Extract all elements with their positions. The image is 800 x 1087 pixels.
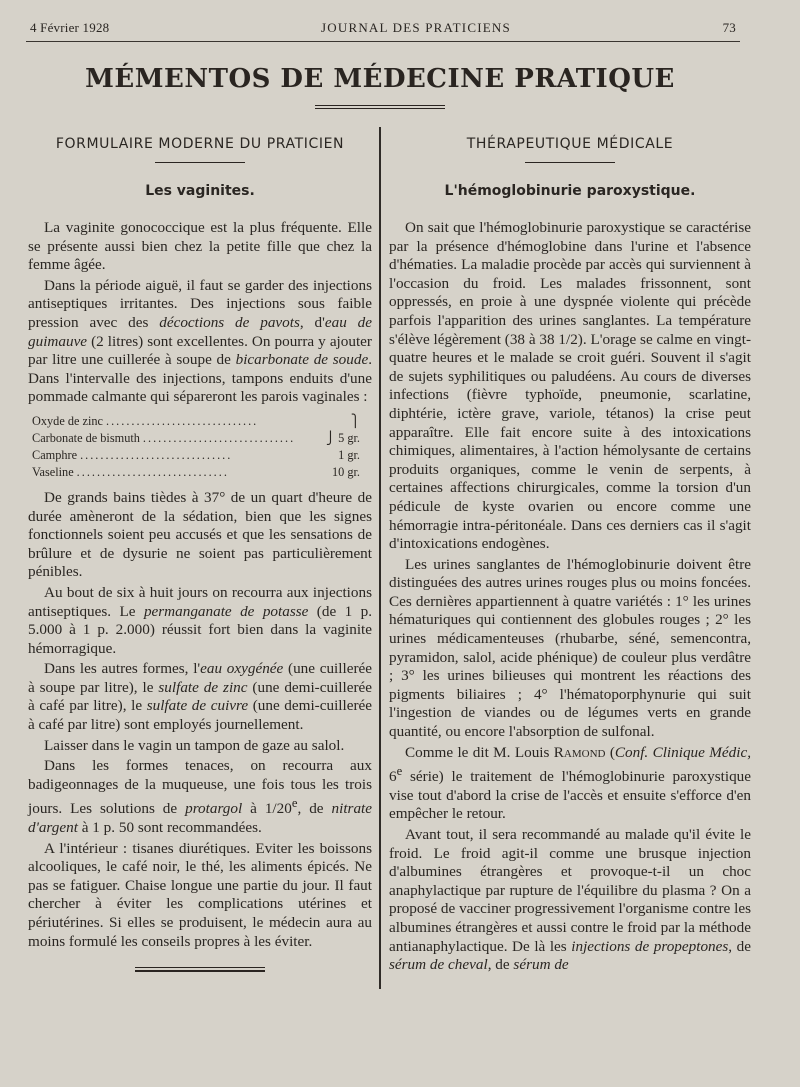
left-paragraph-4: Au bout de six à huit jours on recourra aux injections antiseptiques. Le permanganate de potasse (de 1 p. 5.000 à 1 p. 2.000) réussit fort bien dans la vaginite hémorragique.	[28, 583, 372, 657]
right-section-rule	[525, 162, 615, 163]
running-header	[30, 20, 736, 36]
left-paragraph-2: Dans la période aiguë, il faut se garder des injections antiseptiques irritantes. Des injections sous faible pression avec des décoctions de pavots, d'eau de guimauve (2 litres) sont excellentes. On pourra y ajouter par litre une cuillerée à soupe de bicarbonate de soude. Dans l'intervalle des injections, tampons enduits d'une pommade calmante qui sépareront les parois vaginales :	[28, 276, 372, 406]
formula-quantity: 10 gr.	[331, 464, 360, 479]
right-paragraph-3: Comme le dit M. Louis Ramond (Conf. Clinique Médic, 6e série) le traitement de l'hémoglobinurie paroxystique vise tout d'abord la crise de l'accès et ensuite s'efforce d'en empêcher le retour.	[389, 743, 751, 823]
left-paragraph-3: De grands bains tièdes à 37° de un quart d'heure de durée amèneront de la sédation, bien que les signes fonctionnels soient peu accusés et que les sensations de brûlure et de dysurie ne soient pas particulièrement pénibles.	[28, 488, 372, 581]
left-article-title: Les vaginites.	[145, 183, 255, 199]
formula-row: Camphre .............................. 1 gr.	[32, 447, 360, 462]
left-section-heading: FORMULAIRE MODERNE DU PRATICIEN	[55, 136, 345, 152]
header-page-number: 73	[722, 20, 736, 35]
formula-row: Vaseline .............................. 10 gr.	[32, 464, 360, 479]
formula-ingredient: Camphre	[32, 447, 78, 462]
header-date: 4 Février 1928	[30, 20, 110, 35]
formula-row: Carbonate de bismuth .............................. ⎭ 5 gr.	[32, 430, 360, 445]
left-paragraph-7: Dans les formes tenaces, on recourra aux badigeonnages de la muqueuse, une fois tous les trois jours. Les solutions de protargol à 1/20e, de nitrate d'argent à 1 p. 50 sont recommandées.	[28, 757, 372, 837]
right-section-heading: THÉRAPEUTIQUE MÉDICALE	[466, 136, 674, 152]
header-rule	[26, 41, 740, 42]
right-paragraph-4: Avant tout, il sera recommandé au malade qu'il évite le froid. Le froid agit-il comme une brusque injection d'albumines étrangères et provoque-t-il un choc anaphylactique par rupture de l'équilibre du plasma ? On a proposé de vacciner progressivement l'organisme contre les albumines étrangères et aussi contre le froid par la méthode antianaphylactique. De là les injections de propeptones, de sérum de cheval, de sérum de	[389, 826, 751, 974]
formula-ingredient: Oxyde de zinc	[32, 413, 104, 428]
title-rule-top	[315, 105, 445, 106]
left-column	[28, 130, 372, 974]
formula-quantity: ⎫	[350, 413, 360, 428]
column-divider	[379, 127, 381, 989]
title-rule-bottom	[315, 108, 445, 109]
formula-ingredient: Vaseline	[32, 464, 74, 479]
right-paragraph-2: Les urines sanglantes de l'hémoglobinurie doivent être distinguées des autres urines rouges plus ou moins foncées. Ces dernières appartiennent à quatre variétés : 1° les urines hématuriques qui contiennent des globules rouges ; 2° les urines médicamenteuses (rhubarbe, séné, semencontra, pyramidon, salol, acide phénique) de couleur plus verdâtre ; 3° les urines bilieuses qui montrent les réactions des pigments biliaires ; 4° l'hématoporphynurie qui suit l'ingestion de viandes ou de légumes verts en grande quantité, ou encore l'absorption de sulfonal.	[389, 555, 751, 741]
right-article-title: L'hémoglobinurie paroxystique.	[444, 183, 696, 199]
formula-row: Oxyde de zinc .............................. ⎫	[32, 413, 360, 428]
left-paragraph-1: La vaginite gonococcique est la plus fréquente. Elle se présente aussi bien chez la petite fille que chez la femme âgée.	[28, 219, 372, 274]
end-of-article-rule	[135, 967, 265, 972]
page-title: MÉMENTOS DE MÉDECINE PRATIQUE	[85, 64, 675, 94]
left-section-rule	[155, 162, 245, 163]
formula-quantity: 1 gr.	[338, 447, 360, 462]
right-paragraph-1: On sait que l'hémoglobinurie paroxystique se caractérise par la présence d'hémoglobine dans l'urine et l'absence d'hématies. La maladie procède par accès qui surviennent à l'occasion du froid. Les malades frissonnent, sont oppressés, en proie à une dyspnée violente qui précède parfois l'apparition des urines sanglantes. La température s'élève légèrement (38 à 38 1/2). L'orage se calme en vingt-quatre heures et le malade se croit guéri. Souvent il s'agit de sujets syphilitiques ou paludéens. Au cours de diverses infections (fièvre typhoïde, pneumonie, scarlatine, diphtérie, ictère grave, variole, tétanos) la crise peut apparaître. Elle fait encore suite à des intoxications chimiques, alimentaires, à l'action hémolysante de certains produits organiques, comme le venin de serpents, à certaines affections chirurgicales, comme la torsion d'un pédicule de kyste ovarien ou encore comme une hémorragie intra-péritonéale. Dans ces derniers cas il s'agit d'intoxications endogènes.	[389, 219, 751, 553]
header-journal-name: JOURNAL DES PRATICIENS	[321, 20, 511, 35]
left-paragraph-6: Laisser dans le vagin un tampon de gaze au salol.	[44, 736, 345, 754]
formula-ingredient: Carbonate de bismuth	[32, 430, 140, 445]
prescription-formula	[32, 413, 360, 481]
left-paragraph-8: A l'intérieur : tisanes diurétiques. Eviter les boissons alcooliques, le café noir, le thé, les aliments épicés. Ne pas se fatiguer. Chaise longue une partie du jour. Il faut chercher à éviter les complications utérines et périutérines. Si elles se produisent, le médecin aura au moins formulé les conseils propres à les éviter.	[28, 839, 372, 950]
formula-quantity: ⎭ 5 gr.	[325, 430, 360, 445]
left-paragraph-5: Dans les autres formes, l'eau oxygénée (une cuillerée à soupe par litre), le sulfate de zinc (une demi-cuillerée à café par litre), le sulfate de cuivre (une demi-cuillerée à café par litre) sont employés journellement.	[28, 660, 373, 734]
right-column	[389, 130, 751, 975]
